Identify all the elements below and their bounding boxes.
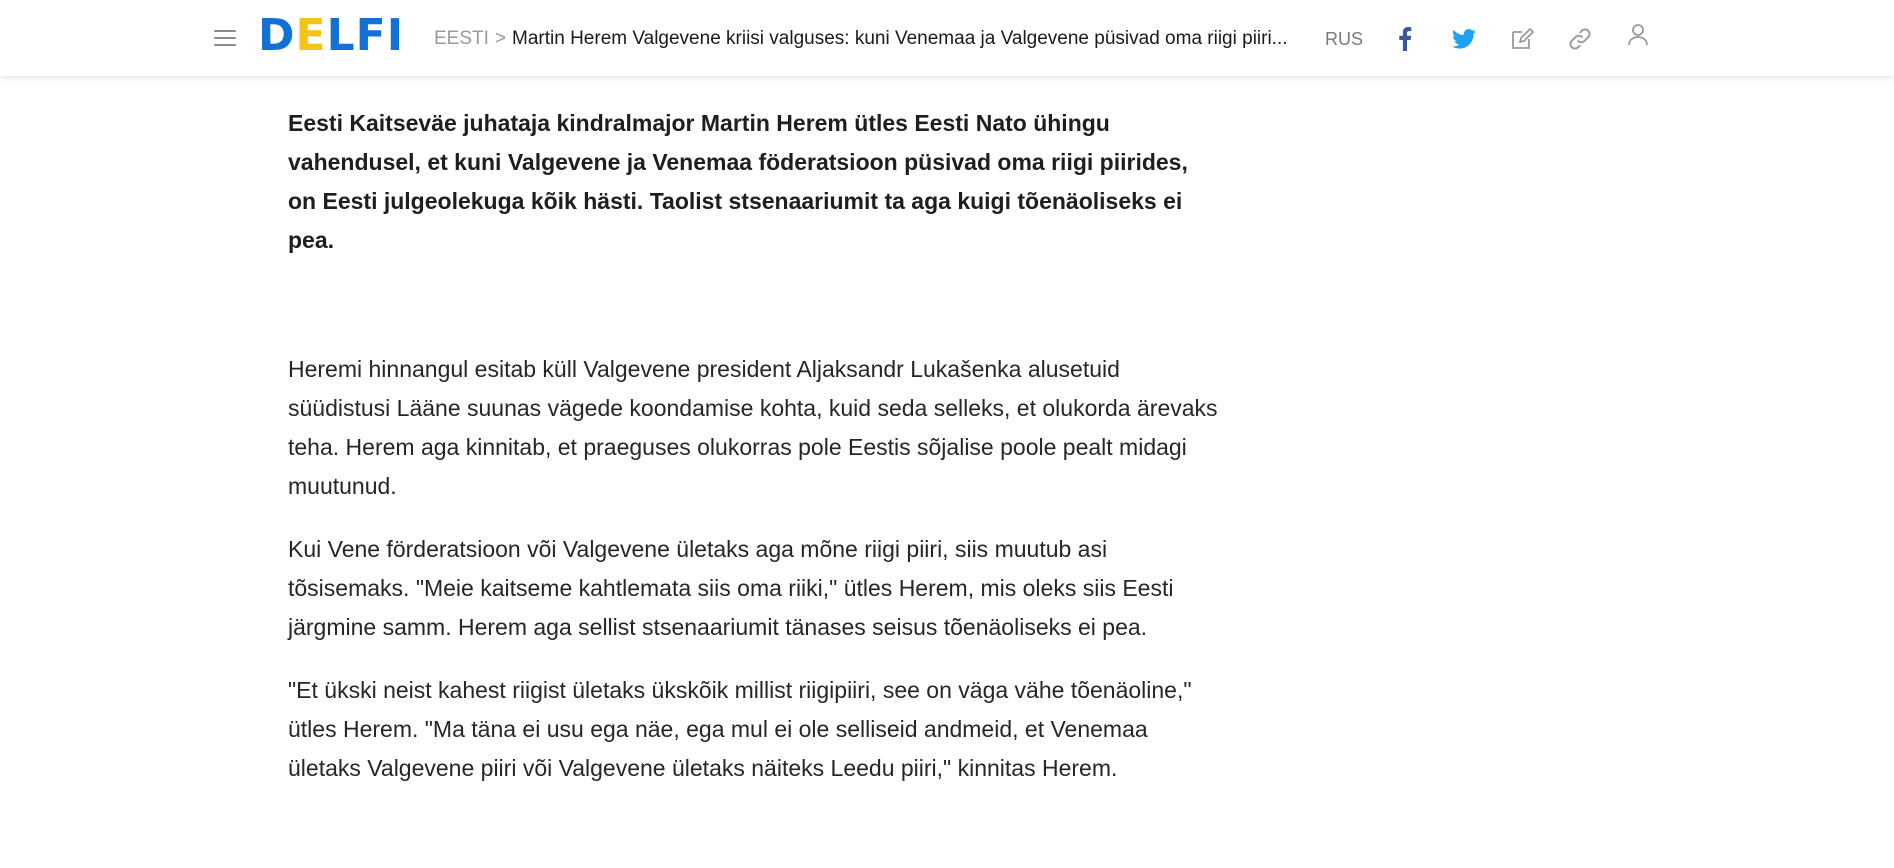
article-content	[288, 104, 1218, 812]
edit-button[interactable]	[1505, 22, 1539, 56]
article-paragraph: Kui Vene förderatsioon või Valgevene ületaks aga mõne riigi piiri, siis muutub asi tõsisemaks. "Meie kaitseme kahtlemata siis oma riiki," ütles Herem, mis oleks siis Eesti järgmine samm. Herem aga sellist stsenaariumit tänases seisus tõenäoliseks ei pea.	[288, 536, 1174, 640]
user-icon	[1627, 23, 1649, 47]
menu-line	[214, 37, 236, 39]
menu-line	[214, 44, 236, 46]
delfi-logo[interactable]	[258, 12, 404, 60]
breadcrumb-separator: >	[494, 28, 507, 49]
logo-letters-lfi: LFI	[326, 10, 405, 61]
link-icon	[1568, 27, 1592, 51]
facebook-icon	[1398, 27, 1412, 51]
twitter-share-button[interactable]	[1447, 22, 1481, 56]
article-lead: Eesti Kaitseväe juhataja kindralmajor Martin Herem ütles Eesti Nato ühingu vahendusel, et kuni Valgevene ja Venemaa föderatsioon püsivad oma riigi piirides, on Eesti julgeolekuga kõik hästi. Taolist stsenaariumit ta aga kuigi tõenäoliseks ei pea.	[288, 110, 1188, 253]
twitter-icon	[1452, 29, 1476, 49]
breadcrumb-section-link[interactable]: EESTI	[434, 28, 489, 49]
logo-letter-e: E	[295, 10, 327, 61]
article-paragraph: Heremi hinnangul esitab küll Valgevene president Aljaksandr Lukašenka alusetuid süüdistusi Lääne suunas vägede koondamise kohta, kuid seda selleks, et olukorda ärevaks teha. Herem aga kinnitab, et praeguses olukorras pole Eestis sõjalise poole pealt midagi muutunud.	[288, 356, 1218, 499]
breadcrumb-article-title: Martin Herem Valgevene kriisi valguses: kuni Venemaa ja Valgevene püsivad oma riigi piiri...	[512, 28, 1288, 49]
edit-icon	[1510, 27, 1534, 51]
article-paragraph: "Et ükski neist kahest riigist ületaks ükskõik millist riigipiiri, see on väga vähe tõenäoline," ütles Herem. "Ma täna ei usu ega näe, ega mul ei ole selliseid andmeid, et Venemaa ületaks Valgevene piiri või Valgevene ületaks näiteks Leedu piiri," kinnitas Herem.	[288, 677, 1192, 781]
user-account-button[interactable]	[1621, 18, 1655, 52]
facebook-share-button[interactable]	[1388, 22, 1422, 56]
logo-letter-d: D	[258, 10, 296, 61]
language-switch-rus[interactable]: RUS	[1325, 29, 1364, 49]
article-body	[288, 350, 1218, 788]
copy-link-button[interactable]	[1563, 22, 1597, 56]
menu-line	[214, 30, 236, 32]
breadcrumb	[434, 26, 1304, 52]
top-navigation-bar	[0, 0, 1894, 76]
menu-icon[interactable]	[210, 26, 240, 50]
